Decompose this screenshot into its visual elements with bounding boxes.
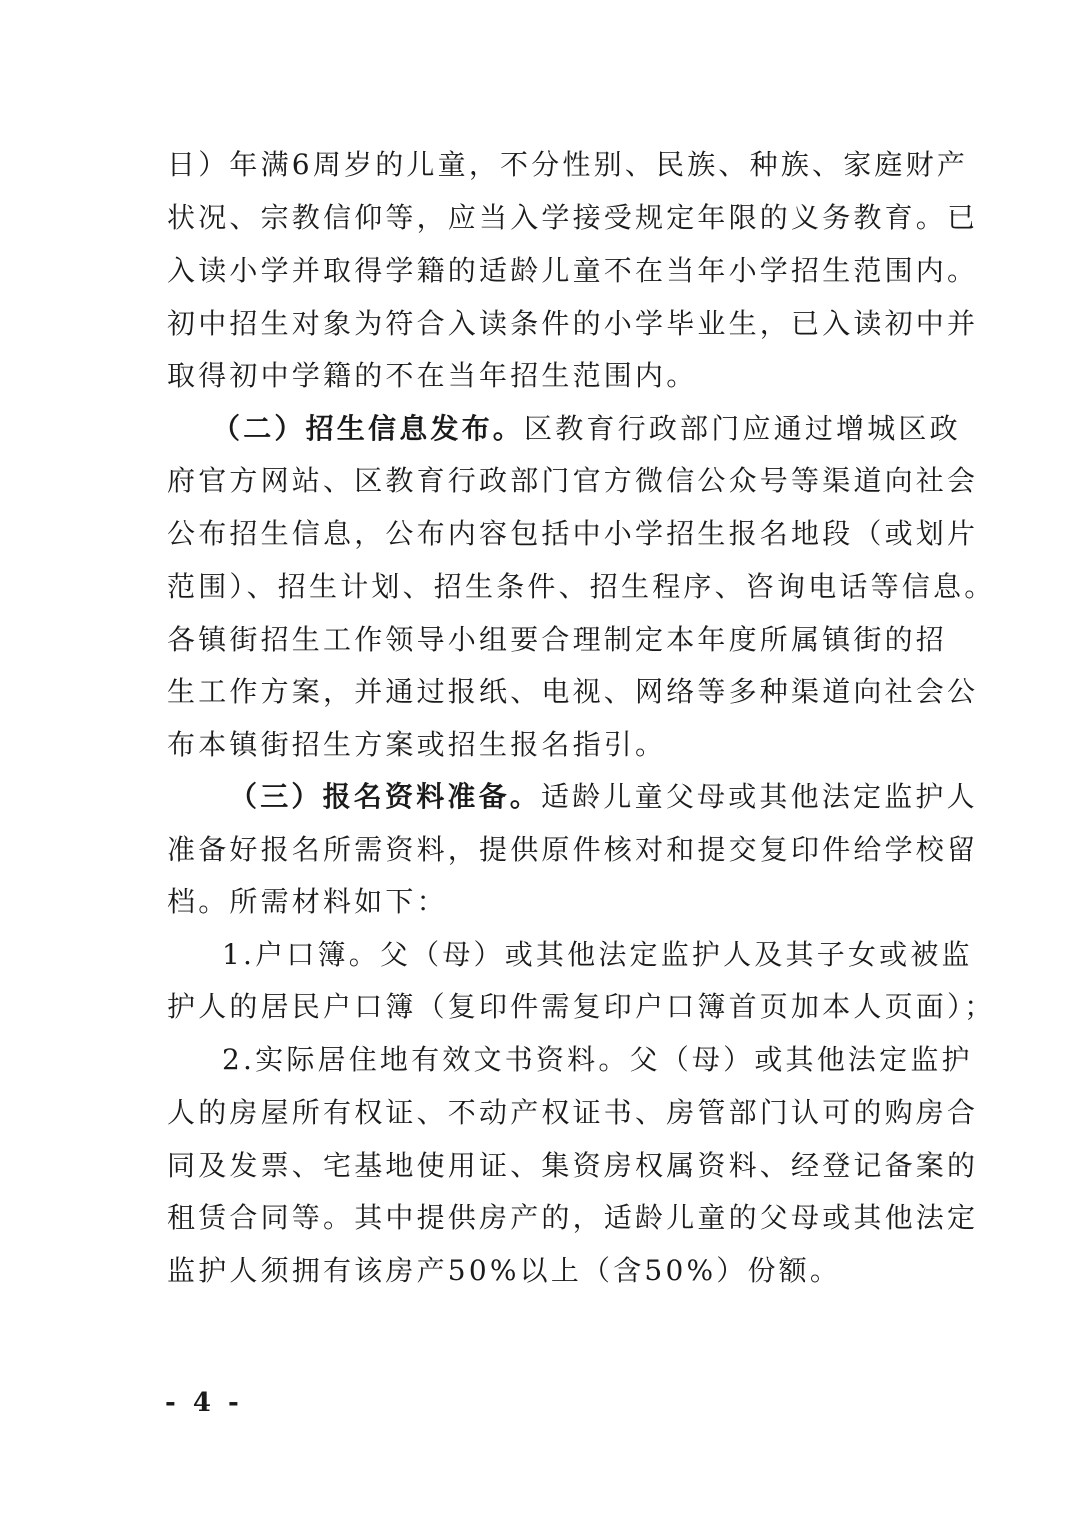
paragraph-line: 府官方网站、区教育行政部门官方微信公众号等渠道向社会 [167, 464, 979, 497]
paragraph-line: 人的房屋所有权证、不动产权证书、房管部门认可的购房合 [167, 1096, 979, 1129]
paragraph-line: 护人的居民户口簿（复印件需复印户口簿首页加本人页面）； [167, 990, 996, 1023]
section-heading-3: （三）报名资料准备。 [229, 780, 542, 813]
paragraph-line: 准备好报名所需资料，提供原件核对和提交复印件给学校留 [167, 833, 979, 866]
section-text: 适龄儿童父母或其他法定监护人 [541, 780, 978, 813]
list-item-line: 2.实际居住地有效文书资料。父（母）或其他法定监护 [222, 1043, 973, 1076]
paragraph-line: 入读小学并取得学籍的适龄儿童不在当年小学招生范围内。 [167, 254, 979, 287]
page-number: - 4 - [165, 1388, 243, 1418]
paragraph-line: 同及发票、宅基地使用证、集资房权属资料、经登记备案的 [167, 1149, 979, 1182]
paragraph-line: 日）年满6周岁的儿童，不分性别、民族、种族、家庭财产 [167, 148, 969, 181]
paragraph-line: 租赁合同等。其中提供房产的，适龄儿童的父母或其他法定 [167, 1201, 979, 1234]
paragraph-line: 档。所需材料如下： [167, 885, 448, 918]
paragraph-line: 监护人须拥有该房产50%以上（含50%）份额。 [167, 1254, 842, 1287]
paragraph-line: 取得初中学籍的不在当年招生范围内。 [167, 359, 698, 392]
paragraph-line: 范围）、招生计划、招生条件、招生程序、咨询电话等信息。 [167, 570, 996, 603]
section-text: 区教育行政部门应通过增城区政 [524, 412, 961, 445]
paragraph-line: 生工作方案，并通过报纸、电视、网络等多种渠道向社会公 [167, 675, 979, 708]
section-heading-2: （二）招生信息发布。 [212, 412, 525, 445]
list-item-line: 1.户口簿。父（母）或其他法定监护人及其子女或被监 [222, 938, 973, 971]
paragraph-line: 初中招生对象为符合入读条件的小学毕业生，已入读初中并 [167, 307, 979, 340]
section-heading-line [167, 409, 961, 449]
paragraph-line: 状况、宗教信仰等，应当入学接受规定年限的义务教育。已 [167, 201, 979, 234]
section-heading-line [167, 777, 978, 817]
paragraph-line: 布本镇街招生方案或招生报名指引。 [167, 728, 667, 761]
paragraph-line: 公布招生信息，公布内容包括中小学招生报名地段（或划片 [167, 517, 979, 550]
paragraph-line: 各镇街招生工作领导小组要合理制定本年度所属镇街的招 [167, 623, 948, 656]
